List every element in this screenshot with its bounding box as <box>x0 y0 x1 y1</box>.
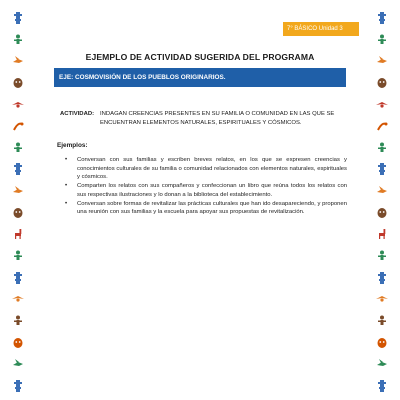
bird-icon <box>12 185 24 197</box>
activity-label: ACTIVIDAD: <box>60 111 95 117</box>
lizard-icon <box>12 120 24 132</box>
totem-icon <box>12 272 24 284</box>
condor-icon <box>12 293 24 305</box>
condor-icon <box>376 293 388 305</box>
condor-icon <box>12 99 24 111</box>
right-decorative-border <box>374 12 390 392</box>
activity-block <box>60 110 350 126</box>
activity-text: INDAGAN CREENCIAS PRESENTES EN SU FAMILIA O COMUNIDAD EN LAS QUE SE ENCUENTRAN ELEMENTOS NATURALES, ESPIRITUALES Y CÓSMICOS. <box>100 111 335 126</box>
mask-icon <box>12 77 24 89</box>
bird-icon <box>376 185 388 197</box>
llama-icon <box>376 228 388 240</box>
bullet-icon: • <box>65 200 68 207</box>
figure-icon <box>376 34 388 46</box>
totem-icon <box>376 12 388 24</box>
lizard-icon <box>376 120 388 132</box>
figure-icon <box>12 142 24 154</box>
figure-icon <box>12 250 24 262</box>
mask-icon <box>12 337 24 349</box>
examples-list <box>63 156 347 217</box>
totem-icon <box>12 380 24 392</box>
totem-icon <box>376 163 388 175</box>
example-text: Conversan con sus familias y escriben breves relatos, en los que se expresen creencias y conocimientos culturales de su familia o comunidad relacionados con elementos naturales, espirituales y cósmicos. <box>77 157 347 181</box>
totem-icon <box>12 163 24 175</box>
examples-heading: Ejemplos: <box>57 142 88 149</box>
mask-icon <box>376 77 388 89</box>
bird-icon <box>12 358 24 370</box>
figure-icon <box>376 250 388 262</box>
totem-icon <box>376 272 388 284</box>
figure-icon <box>376 142 388 154</box>
grade-unit-badge: 7° BÁSICO Unidad 3 <box>283 22 359 36</box>
figure-icon <box>376 315 388 327</box>
list-item <box>63 200 347 217</box>
totem-icon <box>12 12 24 24</box>
totem-icon <box>376 380 388 392</box>
bullet-icon: • <box>65 183 68 190</box>
figure-icon <box>12 34 24 46</box>
bullet-icon: • <box>65 157 68 163</box>
mask-icon <box>376 337 388 349</box>
bird-icon <box>376 358 388 370</box>
page-title: EJEMPLO DE ACTIVIDAD SUGERIDA DEL PROGRAMA <box>85 52 315 62</box>
example-text: Conversan sobre formas de revitalizar las prácticas culturales que han ido desapareciendo, y proponen una reunión con sus familias y la escuela para apoyar sus propuestas de revitalización. <box>77 200 347 216</box>
list-item <box>63 182 347 199</box>
left-decorative-border <box>10 12 26 392</box>
condor-icon <box>376 99 388 111</box>
figure-icon <box>12 315 24 327</box>
list-item <box>63 156 347 182</box>
example-text: Comparten los relatos con sus compañeros y confeccionan un libro que reúna todos los relatos con sus respectivas ilustraciones y lo donan a la biblioteca del establecimiento. <box>77 183 347 198</box>
llama-icon <box>12 228 24 240</box>
eje-banner: EJE: COSMOVISIÓN DE LOS PUEBLOS ORIGINARIOS. <box>54 68 346 87</box>
mask-icon <box>12 207 24 219</box>
mask-icon <box>376 207 388 219</box>
